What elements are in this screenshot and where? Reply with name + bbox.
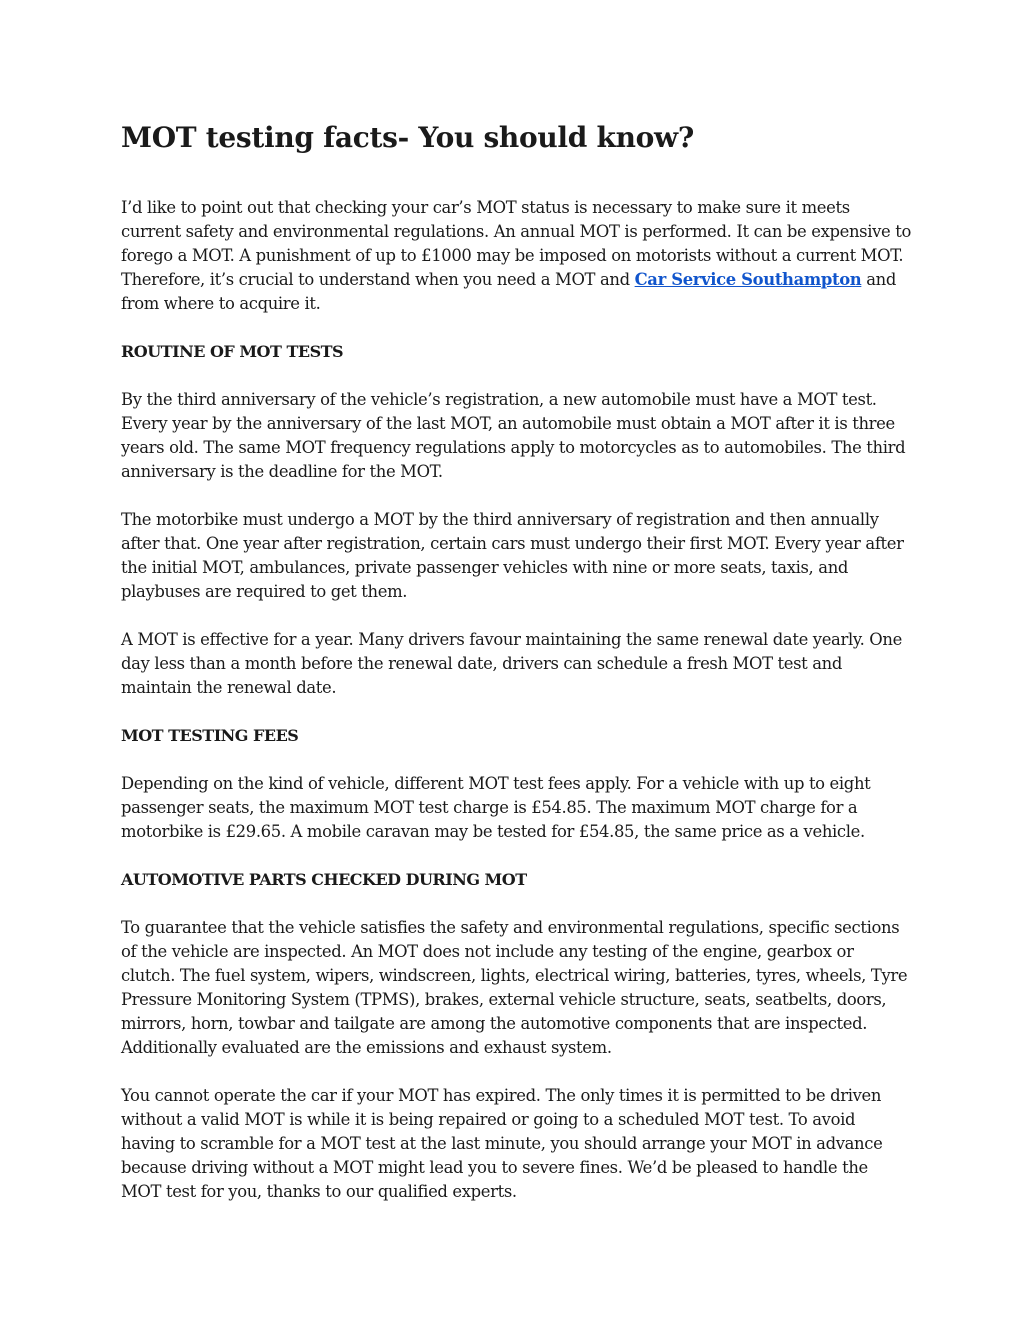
document-page [121, 118, 911, 1228]
section-heading-parts: AUTOMOTIVE PARTS CHECKED DURING MOT [121, 870, 527, 889]
parts-paragraph-1: To guarantee that the vehicle satisfies the safety and environmental regulations, specific sections of the vehicle are inspected. An MOT does not include any testing of the engine, gearbox or clutch. The fuel system, wipers, windscreen, lights, electrical wiring, batteries, tyres, wheels, Tyre Pressure Monitoring System (TPMS), brakes, external vehicle structure, seats, seatbelts, doors, mirrors, horn, towbar and tailgate are among the automotive components that are inspected. Additionally evaluated are the emissions and exhaust system. [121, 918, 908, 1057]
routine-paragraph-1: By the third anniversary of the vehicle’s registration, a new automobile must have a MOT test. Every year by the anniversary of the last MOT, an automobile must obtain a MOT after it is three years old. The same MOT frequency regulations apply to motorcycles as to automobiles. The third anniversary is the deadline for the MOT. [121, 390, 906, 481]
section-heading-routine: ROUTINE OF MOT TESTS [121, 342, 344, 361]
section-heading-fees: MOT TESTING FEES [121, 726, 299, 745]
routine-paragraph-3: A MOT is effective for a year. Many drivers favour maintaining the same renewal date yearly. One day less than a month before the renewal date, drivers can schedule a fresh MOT test and maintain the renewal date. [121, 630, 902, 697]
intro-text: I’d like to point out that checking your car’s MOT status is necessary to make sure it meets current safety and environmental regulations. An annual MOT is performed. It can be expensive to forego a MOT. A punishment of up to £1000 may be imposed on motorists without a current MOT. Therefore, it’s crucial to understand when you need a MOT and [121, 198, 912, 289]
routine-paragraph-2: The motorbike must undergo a MOT by the third anniversary of registration and then annually after that. One year after registration, certain cars must undergo their first MOT. Every year after the initial MOT, ambulances, private passenger vehicles with nine or more seats, taxis, and playbuses are required to get them. [121, 510, 904, 601]
car-service-southampton-link[interactable]: Car Service Southampton [634, 270, 862, 289]
intro-text-end: and from where to acquire it. [121, 270, 896, 313]
intro-paragraph [121, 196, 911, 316]
fees-paragraph: Depending on the kind of vehicle, different MOT test fees apply. For a vehicle with up to eight passenger seats, the maximum MOT test charge is £54.85. The maximum MOT charge for a motorbike is £29.65. A mobile caravan may be tested for £54.85, the same price as a vehicle. [121, 774, 871, 841]
parts-paragraph-2: You cannot operate the car if your MOT has expired. The only times it is permitted to be driven without a valid MOT is while it is being repaired or going to a scheduled MOT test. To avoid having to scramble for a MOT test at the last minute, you should arrange your MOT in advance because driving without a MOT might lead you to severe fines. We’d be pleased to handle the MOT test for you, thanks to our qualified experts. [121, 1086, 883, 1201]
document-title: MOT testing facts- You should know? [121, 121, 694, 154]
